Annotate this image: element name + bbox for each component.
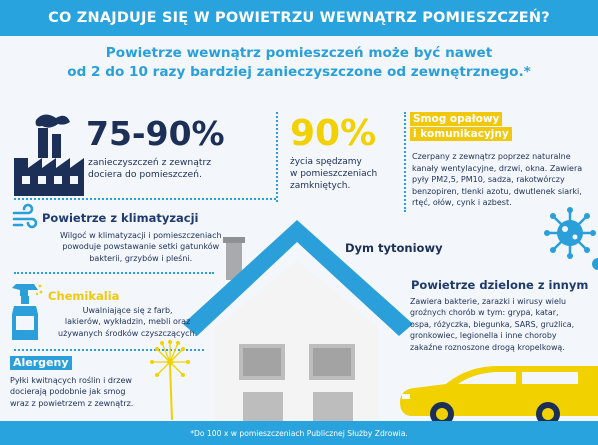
aircon-text-line: Wilgoć w klimatyzacji i pomieszczeniach [60,231,222,240]
chemicals-heading: Chemikalia [48,289,120,303]
footnote: *Do 100 x w pomieszczeniach Publicznej Służby Zdrowia. [0,421,598,445]
stat1-text [88,157,211,181]
chemicals-text [58,305,197,339]
smog-text-line: pyły PM2,5, PM10, sadza, rakotwórczy [412,175,565,185]
smog-text-line: benzopiren, tlenki azotu, dwutlenek siarki, [412,186,582,196]
shared-air-text [410,296,574,353]
stat2-text [290,156,377,192]
smog-text-line: kanały wentylacyjne, drzwi, okna. Zawiera [412,163,583,173]
aircon-text-line: powoduje powstawanie setki gatunków [62,242,220,252]
allergens-text-line: wraz z powietrzem z zewnątrz. [10,398,134,408]
shared-air-heading: Powietrze dzielone z innym [411,278,589,292]
stat2-text-line: życia spędzamy [290,157,362,167]
shared-air-text-line: zakaźne roznoszone drogą kropelkową. [410,342,565,352]
subtitle-line: Powietrze wewnątrz pomieszczeń może być nawet [105,45,493,61]
smog-heading-line: i komunikacyjny [413,128,509,140]
chemicals-text-line: Uwalniające się z farb, [82,306,173,315]
shared-air-text-line: gronkowiec, legionella i inne choroby [410,331,557,341]
smog-text-line: Czerpany z zewnątrz poprzez naturalne [412,152,571,161]
smog-text [412,151,582,209]
divider-vertical [404,112,406,212]
subtitle-line: od 2 do 10 razy bardziej zanieczyszczone od zewnętrznego.* [67,64,531,80]
smoke-label: Dym tytoniowy [345,241,443,255]
spray-bottle-icon [6,284,42,344]
dandelion-icon [150,340,190,420]
shared-air-text-line: groźnych chorób w tym: grypa, katar, [410,308,559,318]
stat1-value: 75-90% [86,114,225,153]
allergens-text-line: Pyłki kwitnących roślin i drzew [10,376,132,385]
stat2-text-line: zamkniętych. [290,181,351,191]
smog-text-line: rtęć, ołów, cynk i azbest. [412,198,512,208]
car-icon [398,360,598,424]
smog-heading [410,112,502,126]
allergens-text-line: docierają podobnie jak smog [10,387,126,397]
stat2-value: 90% [290,113,377,154]
allergens-text [10,375,133,409]
divider-horizontal [14,198,276,200]
virus-icon [545,208,598,268]
smog-heading [410,127,512,141]
chemicals-text-line: używanych środków czyszczących. [58,328,198,338]
stat1-text-line: dociera do pomieszczeń. [88,169,202,180]
smog-heading-line: Smog opałowy [413,113,500,125]
wind-icon [12,206,36,230]
shared-air-text-line: Zawiera bakterie, zarazki i wirusy wielu [410,297,567,306]
chemicals-text-line: lakierów, wykładzin, mebli oraz [64,317,191,327]
page-title: CO ZNAJDUJE SIĘ W POWIETRZU WEWNĄTRZ POMIESZCZEŃ? [0,0,598,36]
aircon-text-line: bakterii, grzybów i pleśni. [89,253,193,263]
factory-icon [14,112,84,192]
stat2-text-line: w pomieszczeniach [290,169,378,179]
subtitle [20,44,578,82]
shared-air-text-line: ospa, różyczka, biegunka, SARS, grużlica, [410,319,575,329]
stat1-text-line: zanieczyszczeń z zewnątrz [88,157,212,168]
allergens-heading: Alergeny [10,356,72,370]
divider-vertical [276,112,278,202]
aircon-heading: Powietrze z klimatyzacji [42,211,199,225]
